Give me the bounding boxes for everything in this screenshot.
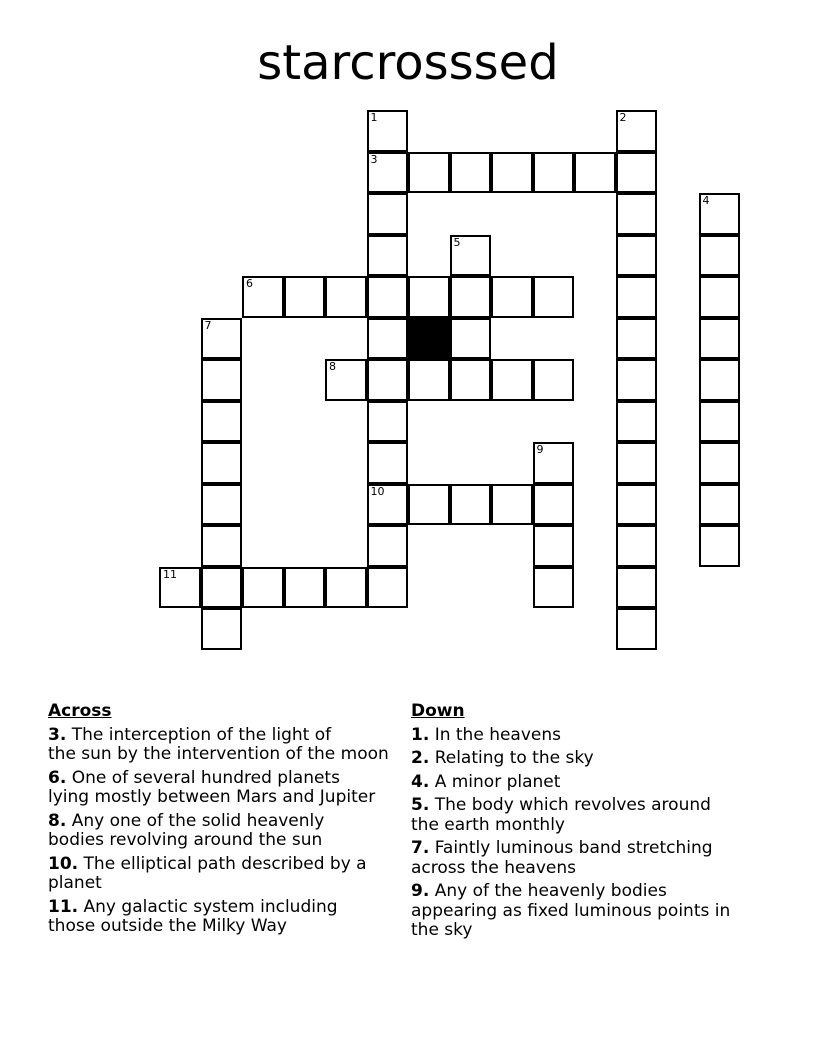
grid-cell[interactable] bbox=[159, 567, 201, 609]
grid-cell[interactable] bbox=[616, 110, 658, 152]
clue-number: 1 bbox=[370, 111, 378, 124]
grid-cell[interactable] bbox=[367, 318, 409, 360]
grid-cell[interactable] bbox=[491, 484, 533, 526]
grid-cell[interactable] bbox=[491, 152, 533, 194]
down-clue bbox=[411, 726, 756, 746]
grid-cell[interactable] bbox=[699, 525, 741, 567]
grid-cell[interactable] bbox=[533, 484, 575, 526]
grid-cell[interactable] bbox=[616, 276, 658, 318]
grid-cell[interactable] bbox=[699, 484, 741, 526]
clue-text: A minor planet bbox=[434, 771, 561, 792]
grid-cell[interactable] bbox=[325, 567, 367, 609]
grid-cell[interactable] bbox=[367, 276, 409, 318]
grid-cell[interactable] bbox=[367, 110, 409, 152]
clue-label: 1. bbox=[411, 724, 430, 745]
grid-cell[interactable] bbox=[284, 567, 326, 609]
grid-cell[interactable] bbox=[242, 276, 284, 318]
across-clue bbox=[48, 812, 408, 851]
grid-cell[interactable] bbox=[616, 359, 658, 401]
clue-label: 8. bbox=[48, 810, 67, 831]
black-cell bbox=[408, 318, 450, 360]
grid-cell[interactable] bbox=[699, 276, 741, 318]
clue-label: 9. bbox=[411, 881, 430, 901]
clue-number: 8 bbox=[329, 360, 336, 373]
clue-text: One of several hundred planets lying mostly between Mars and Jupiter bbox=[48, 767, 376, 807]
grid-cell[interactable] bbox=[201, 442, 243, 484]
grid-cell[interactable] bbox=[450, 318, 492, 360]
grid-cell[interactable] bbox=[408, 276, 450, 318]
grid-cell[interactable] bbox=[201, 608, 243, 650]
grid-cell[interactable] bbox=[450, 276, 492, 318]
grid-cell[interactable] bbox=[450, 484, 492, 526]
grid-cell[interactable] bbox=[699, 318, 741, 360]
grid-cell[interactable] bbox=[367, 401, 409, 443]
grid-cell[interactable] bbox=[699, 193, 741, 235]
clue-text: Relating to the sky bbox=[434, 748, 594, 768]
grid-cell[interactable] bbox=[408, 359, 450, 401]
down-heading: Down bbox=[411, 701, 465, 721]
clue-number: 5 bbox=[453, 235, 461, 249]
grid-cell[interactable] bbox=[699, 442, 741, 484]
grid-cell[interactable] bbox=[533, 276, 575, 318]
clue-number: 10 bbox=[370, 484, 385, 498]
grid-cell[interactable] bbox=[242, 567, 284, 609]
grid-cell[interactable] bbox=[533, 567, 575, 609]
down-clue bbox=[411, 749, 756, 769]
grid-cell[interactable] bbox=[574, 152, 616, 194]
down-clues bbox=[411, 700, 756, 945]
grid-cell[interactable] bbox=[367, 442, 409, 484]
clue-number: 4 bbox=[702, 194, 710, 207]
grid-cell[interactable] bbox=[533, 525, 575, 567]
grid-cell[interactable] bbox=[367, 359, 409, 401]
grid-cell[interactable] bbox=[367, 525, 409, 567]
grid-cell[interactable] bbox=[201, 567, 243, 609]
grid-cell[interactable] bbox=[616, 442, 658, 484]
across-clues bbox=[48, 700, 408, 941]
grid-cell[interactable] bbox=[201, 525, 243, 567]
grid-cell[interactable] bbox=[699, 401, 741, 443]
clue-label: 5. bbox=[411, 795, 430, 815]
clue-text: The elliptical path described by a planet bbox=[48, 853, 367, 893]
clue-text: Any galactic system including those outside the Milky Way bbox=[48, 896, 338, 936]
grid-cell[interactable] bbox=[408, 152, 450, 194]
grid-cell[interactable] bbox=[533, 442, 575, 484]
grid-cell[interactable] bbox=[616, 608, 658, 650]
clue-number: 2 bbox=[619, 111, 627, 124]
grid-cell[interactable] bbox=[616, 318, 658, 360]
clue-number: 7 bbox=[204, 318, 212, 332]
grid-cell[interactable] bbox=[367, 152, 409, 194]
clue-label: 2. bbox=[411, 748, 430, 768]
grid-cell[interactable] bbox=[491, 276, 533, 318]
grid-cell[interactable] bbox=[450, 152, 492, 194]
grid-cell[interactable] bbox=[533, 152, 575, 194]
grid-cell[interactable] bbox=[367, 235, 409, 277]
grid-cell[interactable] bbox=[616, 525, 658, 567]
clue-number: 6 bbox=[246, 277, 253, 290]
clue-text: The interception of the light of the sun by the intervention of the moon bbox=[48, 724, 389, 764]
clue-label: 4. bbox=[411, 771, 430, 792]
clue-number: 9 bbox=[536, 443, 544, 456]
grid-cell[interactable] bbox=[201, 359, 243, 401]
clue-text: Any of the heavenly bodies appearing as fixed luminous points in the sky bbox=[411, 881, 731, 940]
across-clue bbox=[48, 726, 408, 765]
across-heading: Across bbox=[48, 701, 112, 721]
clue-text: The body which revolves around the earth monthly bbox=[411, 795, 711, 835]
grid-cell[interactable] bbox=[325, 359, 367, 401]
clue-label: 6. bbox=[48, 767, 67, 788]
grid-cell[interactable] bbox=[367, 484, 409, 526]
down-clue bbox=[411, 796, 756, 835]
grid-cell[interactable] bbox=[201, 318, 243, 360]
clue-text: In the heavens bbox=[434, 724, 561, 745]
clue-label: 11. bbox=[48, 896, 79, 917]
across-clue bbox=[48, 769, 408, 808]
grid-cell[interactable] bbox=[450, 235, 492, 277]
grid-cell[interactable] bbox=[408, 484, 450, 526]
grid-cell[interactable] bbox=[284, 276, 326, 318]
clue-text: Faintly luminous band stretching across the heavens bbox=[411, 838, 713, 878]
grid-cell[interactable] bbox=[699, 359, 741, 401]
clue-text: Any one of the solid heavenly bodies revolving around the sun bbox=[48, 810, 325, 850]
grid-cell[interactable] bbox=[367, 193, 409, 235]
grid-cell[interactable] bbox=[201, 484, 243, 526]
grid-cell[interactable] bbox=[616, 484, 658, 526]
across-clue bbox=[48, 855, 408, 894]
clue-label: 10. bbox=[48, 853, 79, 874]
grid-cell[interactable] bbox=[325, 276, 367, 318]
clue-number: 11 bbox=[163, 567, 177, 581]
grid-cell[interactable] bbox=[616, 152, 658, 194]
grid-cell[interactable] bbox=[450, 359, 492, 401]
grid-cell[interactable] bbox=[533, 359, 575, 401]
grid-cell[interactable] bbox=[616, 567, 658, 609]
grid-cell[interactable] bbox=[616, 235, 658, 277]
grid-cell[interactable] bbox=[616, 401, 658, 443]
clue-number: 3 bbox=[370, 152, 378, 166]
clue-label: 3. bbox=[48, 724, 67, 745]
grid-cell[interactable] bbox=[201, 401, 243, 443]
grid-cell[interactable] bbox=[699, 235, 741, 277]
clue-label: 7. bbox=[411, 838, 430, 858]
down-clue bbox=[411, 839, 756, 878]
down-clue bbox=[411, 773, 756, 793]
grid-cell[interactable] bbox=[367, 567, 409, 609]
puzzle-title: starcrosssed bbox=[257, 35, 559, 91]
grid-cell[interactable] bbox=[491, 359, 533, 401]
grid-cell[interactable] bbox=[616, 193, 658, 235]
across-clue bbox=[48, 898, 408, 937]
down-clue bbox=[411, 882, 756, 941]
